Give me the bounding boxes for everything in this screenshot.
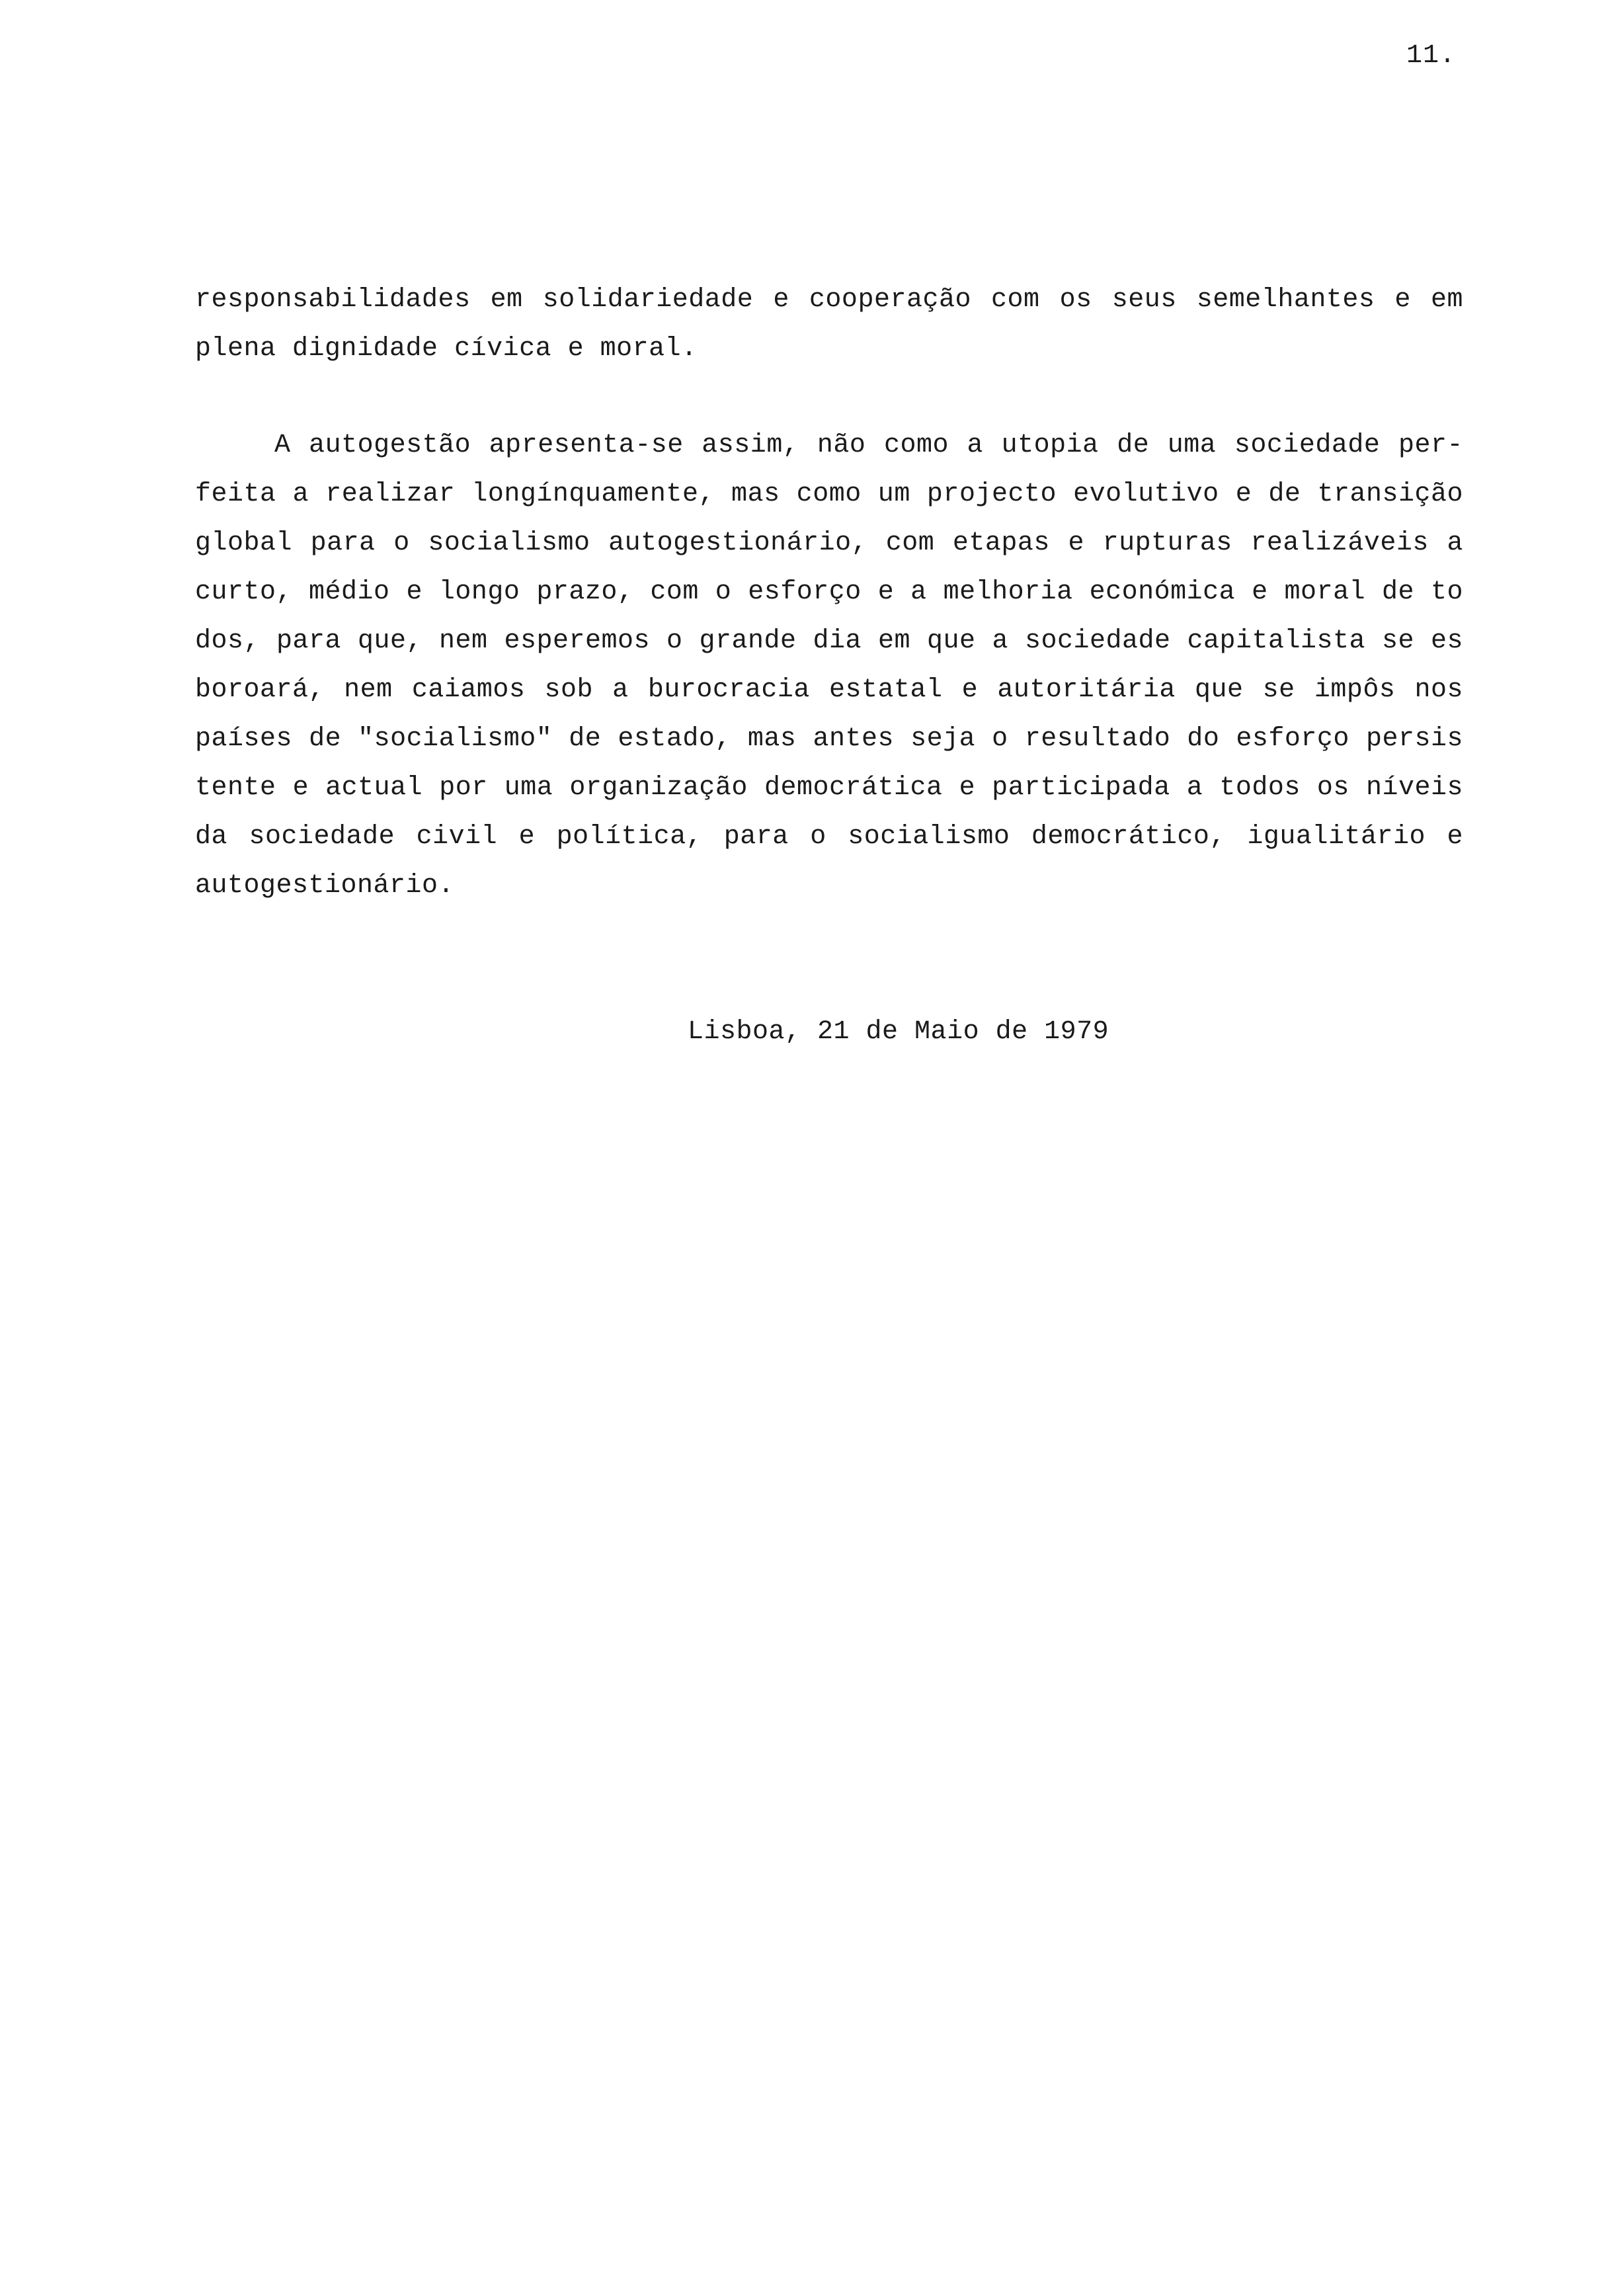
paragraph-2-line-6: boroará, nem caiamos sob a burocracia estatal e autoritária que se impôs nos: [195, 675, 1463, 705]
paragraph-1-line-1: responsabilidades em solidariedade e cooperação com os seus semelhantes e em: [195, 285, 1463, 315]
paragraph-2-line-9: da sociedade civil e política, para o socialismo democrático, igualitário e: [195, 822, 1463, 852]
dateline: Lisboa, 21 de Maio de 1979: [688, 1017, 1109, 1047]
paragraph-2-line-10: autogestionário.: [195, 871, 455, 901]
paragraph-2-line-2: feita a realizar longínquamente, mas como um projecto evolutivo e de transição: [195, 479, 1463, 509]
page-number: 11.: [1406, 41, 1456, 71]
paragraph-2-line-3: global para o socialismo autogestionário, com etapas e rupturas realizáveis a: [195, 528, 1463, 558]
paragraph-2-line-1: A autogestão apresenta-se assim, não como a utopia de uma sociedade per-: [274, 430, 1463, 460]
paragraph-1-line-2: plena dignidade cívica e moral.: [195, 334, 698, 364]
paragraph-2-line-5: dos, para que, nem esperemos o grande dia em que a sociedade capitalista se es: [195, 626, 1463, 656]
paragraph-2-line-7: países de "socialismo" de estado, mas antes seja o resultado do esforço persis: [195, 724, 1463, 754]
paragraph-2-line-8: tente e actual por uma organização democrática e participada a todos os níveis: [195, 773, 1463, 803]
paragraph-2-line-4: curto, médio e longo prazo, com o esforço e a melhoria económica e moral de to: [195, 577, 1463, 607]
